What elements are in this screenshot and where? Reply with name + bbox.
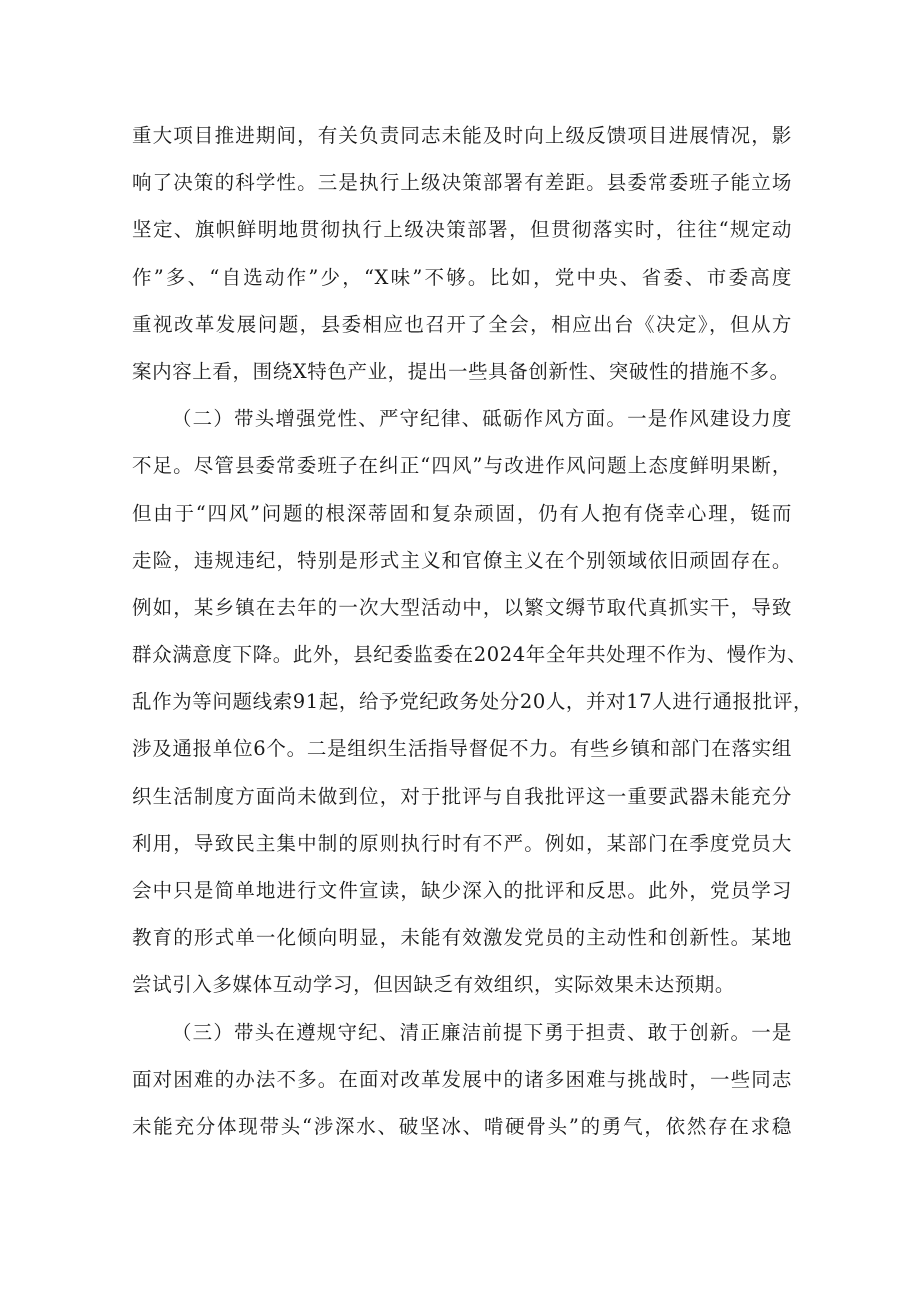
text-line: （二）带头增强党性、严守纪律、砥砺作风方面。一是作风建设力度 xyxy=(172,407,792,431)
text-line: 重视改革发展问题，县委相应也召开了全会，相应出台《决定》，但从方 xyxy=(132,312,792,336)
text-line: 涉及通报单位6个。二是组织生活指导督促不力。有些乡镇和部门在落实组 xyxy=(132,737,792,761)
text-line: 走险，违规违纪，特别是形式主义和官僚主义在个别领域依旧顽固存在。 xyxy=(132,548,792,572)
text-line: 重大项目推进期间，有关负责同志未能及时向上级反馈项目进展情况，影 xyxy=(132,124,792,147)
text-line: 响了决策的科学性。三是执行上级决策部署有差距。县委常委班子能立场 xyxy=(132,171,792,195)
text-line: 群众满意度下降。此外，县纪委监委在2024年全年共处理不作为、慢作为、 xyxy=(132,643,808,667)
paragraph-project-decisions xyxy=(132,112,792,395)
text-line: 坚定、旗帜鲜明地贯彻执行上级决策部署，但贯彻落实时，往往“规定动 xyxy=(132,218,792,242)
paragraph-party-discipline xyxy=(132,395,814,1008)
text-line: 利用，导致民主集中制的原则执行时有不严。例如，某部门在季度党员大 xyxy=(132,831,792,855)
text-line: 乱作为等问题线索91起，给予党纪政务处分20人，并对17人进行通报批评， xyxy=(132,690,814,714)
text-line: 织生活制度方面尚未做到位，对于批评与自我批评这一重要武器未能充分 xyxy=(132,784,792,808)
text-line: 例如，某乡镇在去年的一次大型活动中，以繁文缛节取代真抓实干，导致 xyxy=(132,595,792,619)
text-line: 不足。尽管县委常委班子在纠正“四风”与改进作风问题上态度鲜明果断， xyxy=(132,454,792,478)
text-line: 但由于“四风”问题的根深蒂固和复杂顽固，仍有人抱有侥幸心理，铤而 xyxy=(132,501,792,525)
text-line: 作”多、“自选动作”少，“X味”不够。比如，党中央、省委、市委高度 xyxy=(132,265,792,289)
text-line: 面对困难的办法不多。在面对改革发展中的诸多困难与挑战时，一些同志 xyxy=(132,1067,792,1091)
document-body xyxy=(132,112,814,1150)
text-line: 教育的形式单一化倾向明显，未能有效激发党员的主动性和创新性。某地 xyxy=(132,926,792,950)
text-line: （三）带头在遵规守纪、清正廉洁前提下勇于担责、敢于创新。一是 xyxy=(172,1020,792,1044)
text-line: 案内容上看，围绕X特色产业，提出一些具备创新性、突破性的措施不多。 xyxy=(132,359,790,383)
text-line: 未能充分体现带头“涉深水、破坚冰、啃硬骨头”的勇气，依然存在求稳 xyxy=(132,1114,792,1138)
text-line: 尝试引入多媒体互动学习，但因缺乏有效组织，实际效果未达预期。 xyxy=(132,973,736,997)
paragraph-responsibility-innovation xyxy=(132,1009,792,1151)
text-line: 会中只是简单地进行文件宣读，缺少深入的批评和反思。此外，党员学习 xyxy=(132,879,792,902)
